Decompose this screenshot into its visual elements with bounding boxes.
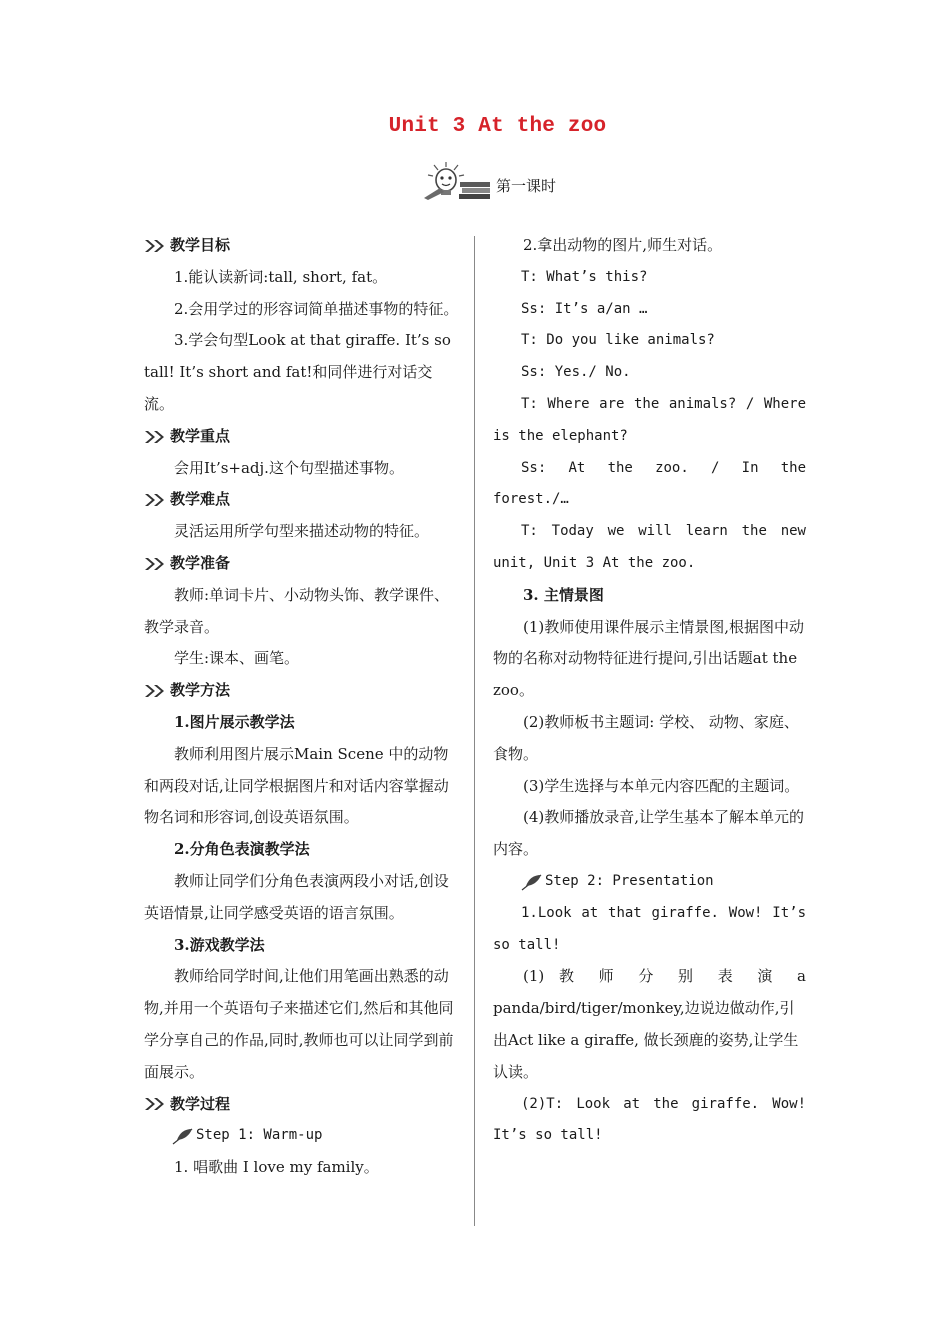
difficulties-text: 灵活运用所学句型来描述动物的特征。	[174, 522, 430, 541]
method-3-title: 3.游戏教学法	[174, 935, 265, 954]
dialogue-line-3: T: Do you like animals?	[521, 332, 715, 349]
dialogue-line-5a: T: Where are the animals? / Where	[521, 395, 806, 412]
section-heading-methods	[144, 675, 459, 707]
heading-text: 教学目标	[170, 236, 231, 254]
section-heading-objectives	[144, 230, 459, 262]
left-column	[144, 230, 459, 1184]
prep-teacher: 教师:单词卡片、小动物头饰、教学课件、教学录音。	[144, 585, 450, 636]
dialogue-line-5b: is the elephant?	[493, 427, 628, 444]
method-1-title: 1.图片展示教学法	[174, 712, 295, 731]
dialogue-line-1: T: What’s this?	[521, 268, 648, 285]
heading-text: 教学难点	[170, 490, 231, 509]
dialogue-line-7b: unit, Unit 3 At the zoo.	[493, 554, 696, 571]
right-line-1: 2.拿出动物的图片,师生对话。	[523, 236, 723, 254]
right-column	[493, 230, 806, 1152]
scene-item-1: (1)教师使用课件展示主情景图,根据图中动物的名称对动物特征进行提问,引出话题at the zoo。	[493, 617, 805, 700]
page-title: Unit 3 At the zoo	[388, 115, 607, 138]
step-1-label	[144, 1120, 459, 1152]
heading-text: 教学重点	[170, 426, 231, 445]
method-1-text: 教师利用图片展示Main Scene 中的动物和两段对话,让同学根据图片和对话内容掌握动物名词和形容词,创设英语氛围。	[144, 744, 449, 827]
method-2-title: 2.分角色表演教学法	[174, 840, 310, 859]
presentation-1b: so tall!	[493, 936, 561, 953]
step-2-label	[493, 866, 806, 898]
prep-student: 学生:课本、画笔。	[174, 649, 300, 668]
presentation-2a: (1) 教 师 分 别 表 演 a	[523, 967, 806, 986]
heading-text: 教学准备	[170, 553, 231, 572]
objective-3: 3.学会句型Look at that giraffe. It’s so tall! It’s short and fat!和同伴进行对话交流。	[144, 331, 451, 413]
presentation-2b: panda/bird/tiger/monkey,边说边做动作,引出Act like a giraffe, 做长颈鹿的姿势,让学生认读。	[493, 999, 799, 1081]
feather-icon	[172, 1127, 194, 1145]
scene-title: 3. 主情景图	[523, 585, 604, 604]
section-heading-process	[144, 1089, 459, 1121]
lesson-label: 第一课时	[496, 177, 557, 195]
key-points-text: 会用It’s+adj.这个句型描述事物。	[174, 458, 404, 477]
dialogue-line-6b: forest./…	[493, 491, 569, 508]
step-text: Step 2: Presentation	[545, 872, 714, 889]
lightbulb-books-icon	[420, 162, 492, 200]
section-heading-key-points	[144, 421, 459, 453]
double-chevron-icon	[144, 430, 166, 444]
heading-text: 教学方法	[170, 681, 231, 700]
method-2-text: 教师让同学们分角色表演两段小对话,创设英语情景,让同学感受英语的语言氛围。	[144, 871, 449, 922]
presentation-3b: It’s so tall!	[493, 1127, 603, 1144]
heading-text: 教学过程	[170, 1094, 231, 1113]
objective-1: 1.能认读新词:tall, short, fat。	[174, 267, 388, 286]
dialogue-line-2: Ss: It’s a/an …	[521, 300, 648, 317]
presentation-1a: 1.Look at that giraffe. Wow! It’s	[521, 904, 806, 921]
feather-icon	[521, 873, 543, 891]
method-3-text: 教师给同学时间,让他们用笔画出熟悉的动物,并用一个英语句子来描述它们,然后和其他同学分享自己的作品,同时,教师也可以让同学到前面展示。	[144, 967, 454, 1081]
dialogue-line-7a: T: Today we will learn the new	[521, 523, 806, 540]
lesson-banner	[420, 160, 556, 200]
presentation-3a: (2)T: Look at the giraffe. Wow!	[521, 1095, 806, 1112]
dialogue-line-4: Ss: Yes./ No.	[521, 364, 631, 381]
step-1-item: 1. 唱歌曲 I love my family。	[174, 1158, 379, 1177]
objective-2: 2.会用学过的形容词简单描述事物的特征。	[174, 299, 459, 318]
section-heading-preparation	[144, 548, 459, 580]
double-chevron-icon	[144, 1097, 166, 1111]
double-chevron-icon	[144, 557, 166, 571]
scene-item-3: (3)学生选择与本单元内容匹配的主题词。	[523, 776, 800, 795]
scene-item-4: (4)教师播放录音,让学生基本了解本单元的内容。	[493, 808, 805, 859]
double-chevron-icon	[144, 684, 166, 698]
double-chevron-icon	[144, 493, 166, 507]
double-chevron-icon	[144, 239, 166, 253]
scene-item-2: (2)教师板书主题词: 学校、 动物、家庭、 食物。	[493, 712, 799, 763]
section-heading-difficulties	[144, 484, 459, 516]
step-text: Step 1: Warm-up	[196, 1127, 323, 1144]
dialogue-line-6a: Ss: At the zoo. / In the	[521, 459, 806, 476]
column-divider	[474, 236, 475, 1226]
